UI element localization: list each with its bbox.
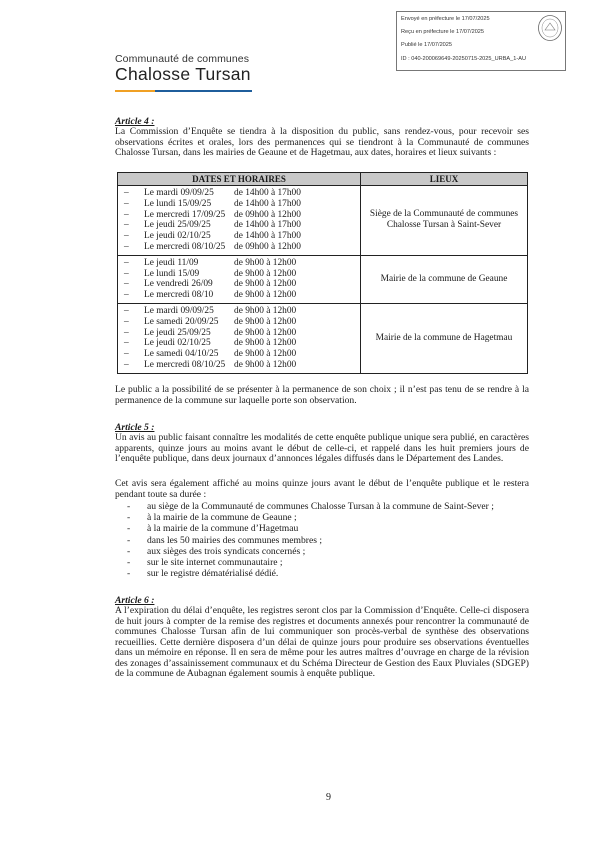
schedule-date: Le jeudi 02/10/25 bbox=[144, 231, 211, 242]
logo-line-2: Chalosse Tursan bbox=[115, 64, 251, 84]
list-item-text: sur le site internet communautaire ; bbox=[147, 557, 283, 569]
dash-bullet: - bbox=[127, 557, 131, 569]
dash-bullet: – bbox=[124, 231, 129, 242]
header-place: LIEUX bbox=[361, 173, 528, 186]
dash-bullet: - bbox=[127, 568, 131, 580]
schedule-date: Le vendredi 26/09 bbox=[144, 279, 213, 290]
article-4-intro: La Commission d’Enquête se tiendra à la disposition du public, sans rendez-vous, pour recevoir ses observations écrites et orales, lors des permanences qui se tiendront à la Communauté de communes Chalosse Tursan, dans les mairies de Geaune et de Hagetmau, aux dates, horaires et lieux suivants : bbox=[115, 126, 529, 158]
schedule-date: Le mercredi 08/10/25 bbox=[144, 241, 226, 252]
list-item-text: sur le registre dématérialisé dédié. bbox=[147, 568, 279, 580]
dash-bullet: - bbox=[127, 523, 131, 535]
schedule-place: Mairie de la commune de Geaune bbox=[361, 255, 528, 303]
schedule-hours: de 9h00 à 12h00 bbox=[234, 349, 297, 360]
schedule-hours: de 9h00 à 12h00 bbox=[234, 338, 297, 349]
dash-bullet: - bbox=[127, 501, 131, 512]
schedule-date: Le mercredi 17/09/25 bbox=[144, 209, 226, 220]
dash-bullet: - bbox=[127, 512, 131, 524]
logo-line-1: Communauté de communes bbox=[115, 53, 250, 65]
dash-bullet: – bbox=[124, 257, 129, 268]
schedule-row bbox=[124, 360, 360, 371]
schedule-hours: de 14h00 à 17h00 bbox=[234, 231, 301, 242]
schedule-row bbox=[124, 242, 360, 253]
schedule-row bbox=[124, 220, 360, 231]
schedule-date: Le mercredi 08/10/25 bbox=[144, 359, 226, 370]
dash-bullet: - bbox=[127, 545, 131, 557]
list-item-text: au siège de la Communauté de communes Chalosse Tursan à la commune de Saint-Sever ; bbox=[147, 501, 494, 512]
schedule-date: Le lundi 15/09 bbox=[144, 268, 200, 279]
list-item bbox=[127, 501, 494, 512]
dash-bullet: - bbox=[127, 534, 131, 546]
dash-bullet: – bbox=[124, 268, 129, 279]
schedule-date: Le mardi 09/09/25 bbox=[144, 305, 214, 316]
schedule-place: Siège de la Communauté de communes Chalosse Tursan à Saint-Sever bbox=[361, 186, 528, 256]
page-number: 9 bbox=[326, 792, 331, 803]
article-5-heading: Article 5 : bbox=[115, 422, 155, 433]
schedule-dates-cell bbox=[118, 255, 361, 303]
schedule-hours: de 9h00 à 12h00 bbox=[234, 316, 297, 327]
schedule-row bbox=[124, 306, 360, 317]
list-item-text: à la mairie de la commune d’Hagetmau bbox=[147, 523, 299, 535]
list-item bbox=[127, 512, 494, 523]
schedule-hours: de 9h00 à 12h00 bbox=[234, 359, 297, 370]
schedule-hours: de 9h00 à 12h00 bbox=[234, 257, 297, 268]
schedule-row bbox=[124, 349, 360, 360]
schedule-row bbox=[124, 317, 360, 328]
schedule-row bbox=[124, 290, 360, 301]
article-5-paragraph-2: Cet avis sera également affiché au moins quinze jours avant le début de l’enquête publique et le restera pendant toute sa durée : bbox=[115, 478, 529, 500]
schedule-row bbox=[124, 188, 360, 199]
organization-logo bbox=[115, 53, 251, 85]
list-item bbox=[127, 568, 494, 579]
schedule-date: Le jeudi 25/09/25 bbox=[144, 327, 211, 338]
article-5-paragraph-1: Un avis au public faisant connaître les modalités de cette enquête publique unique sera publié, en caractères apparents, quinze jours au moins avant le début de celle-ci, et rappelé dans les huit premiers jours de l’enquête publique, dans deux journaux d’annonces légales diffusés dans le Département des Landes. bbox=[115, 432, 529, 464]
list-item-text: aux sièges des trois syndicats concernés ; bbox=[147, 545, 306, 557]
list-item bbox=[127, 535, 494, 546]
schedule-row bbox=[124, 258, 360, 269]
schedule-hours: de 09h00 à 12h00 bbox=[234, 241, 301, 252]
dash-bullet: – bbox=[124, 198, 129, 209]
schedule-hours: de 9h00 à 12h00 bbox=[234, 279, 297, 290]
schedule-hours: de 9h00 à 12h00 bbox=[234, 327, 297, 338]
seal-icon bbox=[537, 14, 563, 42]
dash-bullet: – bbox=[124, 188, 129, 198]
schedule-date: Le lundi 15/09/25 bbox=[144, 198, 212, 209]
schedule-date: Le mercredi 08/10 bbox=[144, 290, 214, 301]
schedule-hours: de 9h00 à 12h00 bbox=[234, 305, 297, 316]
schedule-date: Le jeudi 02/10/25 bbox=[144, 338, 211, 349]
schedule-row bbox=[124, 210, 360, 221]
schedule-hours: de 9h00 à 12h00 bbox=[234, 268, 297, 279]
stamp-line-id: ID : 040-200069649-20250715-2025_URBA_1-AU bbox=[401, 56, 527, 62]
schedule-date: Le samedi 04/10/25 bbox=[144, 349, 219, 360]
dash-bullet: – bbox=[124, 209, 129, 220]
article-4-after: Le public a la possibilité de se présenter à la permanence de son choix ; il n’est pas tenu de se rendre à la permanence de la commune sur laquelle porte son observation. bbox=[115, 384, 529, 406]
list-item-text: dans les 50 mairies des communes membres ; bbox=[147, 534, 323, 546]
schedule-row bbox=[124, 338, 360, 349]
schedule-row bbox=[124, 199, 360, 210]
schedule-row bbox=[124, 269, 360, 280]
schedule-group bbox=[118, 186, 528, 256]
stamp-line-published: Publié le 17/07/2025 bbox=[401, 42, 453, 48]
schedule-date: Le jeudi 25/09/25 bbox=[144, 220, 211, 231]
schedule-date: Le samedi 20/09/25 bbox=[144, 316, 219, 327]
dash-bullet: – bbox=[124, 327, 129, 338]
stamp-line-received: Reçu en préfecture le 17/07/2025 bbox=[401, 29, 485, 35]
dash-bullet: – bbox=[124, 279, 129, 290]
article-4-heading: Article 4 : bbox=[115, 116, 155, 127]
schedule-date: Le jeudi 11/09 bbox=[144, 257, 199, 268]
dash-bullet: – bbox=[124, 290, 129, 301]
logo-underline-accent bbox=[115, 90, 155, 92]
dash-bullet: – bbox=[124, 241, 129, 252]
schedule-dates-cell bbox=[118, 303, 361, 373]
schedule-group bbox=[118, 255, 528, 303]
schedule-table bbox=[117, 172, 528, 374]
list-item bbox=[127, 546, 494, 557]
article-6-paragraph: A l’expiration du délai d’enquête, les registres seront clos par la Commission d’Enquête. Celle-ci disposera de huit jours à compter de la remise des registres et documents annexés pour rencontrer la communauté de communes Chalosse Tursan afin de lui communiquer son procès-verbal de synthèse des observations recueillies. Cette dernière disposera d’un délai de quinze jours pour produire ses observations éventuelles dans un mémoire en réponse. Il en sera de même pour les autres maîtres d’ouvrage en charge de la révision des zonages d’assainissement communaux et du Schéma Directeur de Gestion des Eaux Pluviales (SDGEP) de la commune de Aubagnan également soumis à enquête publique. bbox=[115, 605, 529, 679]
header-dates: DATES ET HORAIRES bbox=[118, 173, 361, 186]
schedule-dates-cell bbox=[118, 186, 361, 256]
schedule-hours: de 14h00 à 17h00 bbox=[234, 220, 301, 231]
dash-bullet: – bbox=[124, 359, 129, 370]
schedule-hours: de 14h00 à 17h00 bbox=[234, 198, 301, 209]
list-item bbox=[127, 523, 494, 534]
display-locations-list bbox=[127, 501, 494, 579]
dash-bullet: – bbox=[124, 316, 129, 327]
dash-bullet: – bbox=[124, 338, 129, 349]
schedule-date: Le mardi 09/09/25 bbox=[144, 188, 214, 198]
dash-bullet: – bbox=[124, 220, 129, 231]
schedule-hours: de 9h00 à 12h00 bbox=[234, 290, 297, 301]
stamp-line-sent: Envoyé en préfecture le 17/07/2025 bbox=[401, 16, 490, 22]
dash-bullet: – bbox=[124, 305, 129, 316]
article-6-heading: Article 6 : bbox=[115, 595, 155, 606]
schedule-hours: de 14h00 à 17h00 bbox=[234, 188, 301, 198]
list-item bbox=[127, 557, 494, 568]
schedule-row bbox=[124, 279, 360, 290]
schedule-row bbox=[124, 328, 360, 339]
schedule-hours: de 09h00 à 12h00 bbox=[234, 209, 301, 220]
dash-bullet: – bbox=[124, 349, 129, 360]
schedule-row bbox=[124, 231, 360, 242]
schedule-place: Mairie de la commune de Hagetmau bbox=[361, 303, 528, 373]
list-item-text: à la mairie de la commune de Geaune ; bbox=[147, 512, 297, 524]
schedule-group bbox=[118, 303, 528, 373]
